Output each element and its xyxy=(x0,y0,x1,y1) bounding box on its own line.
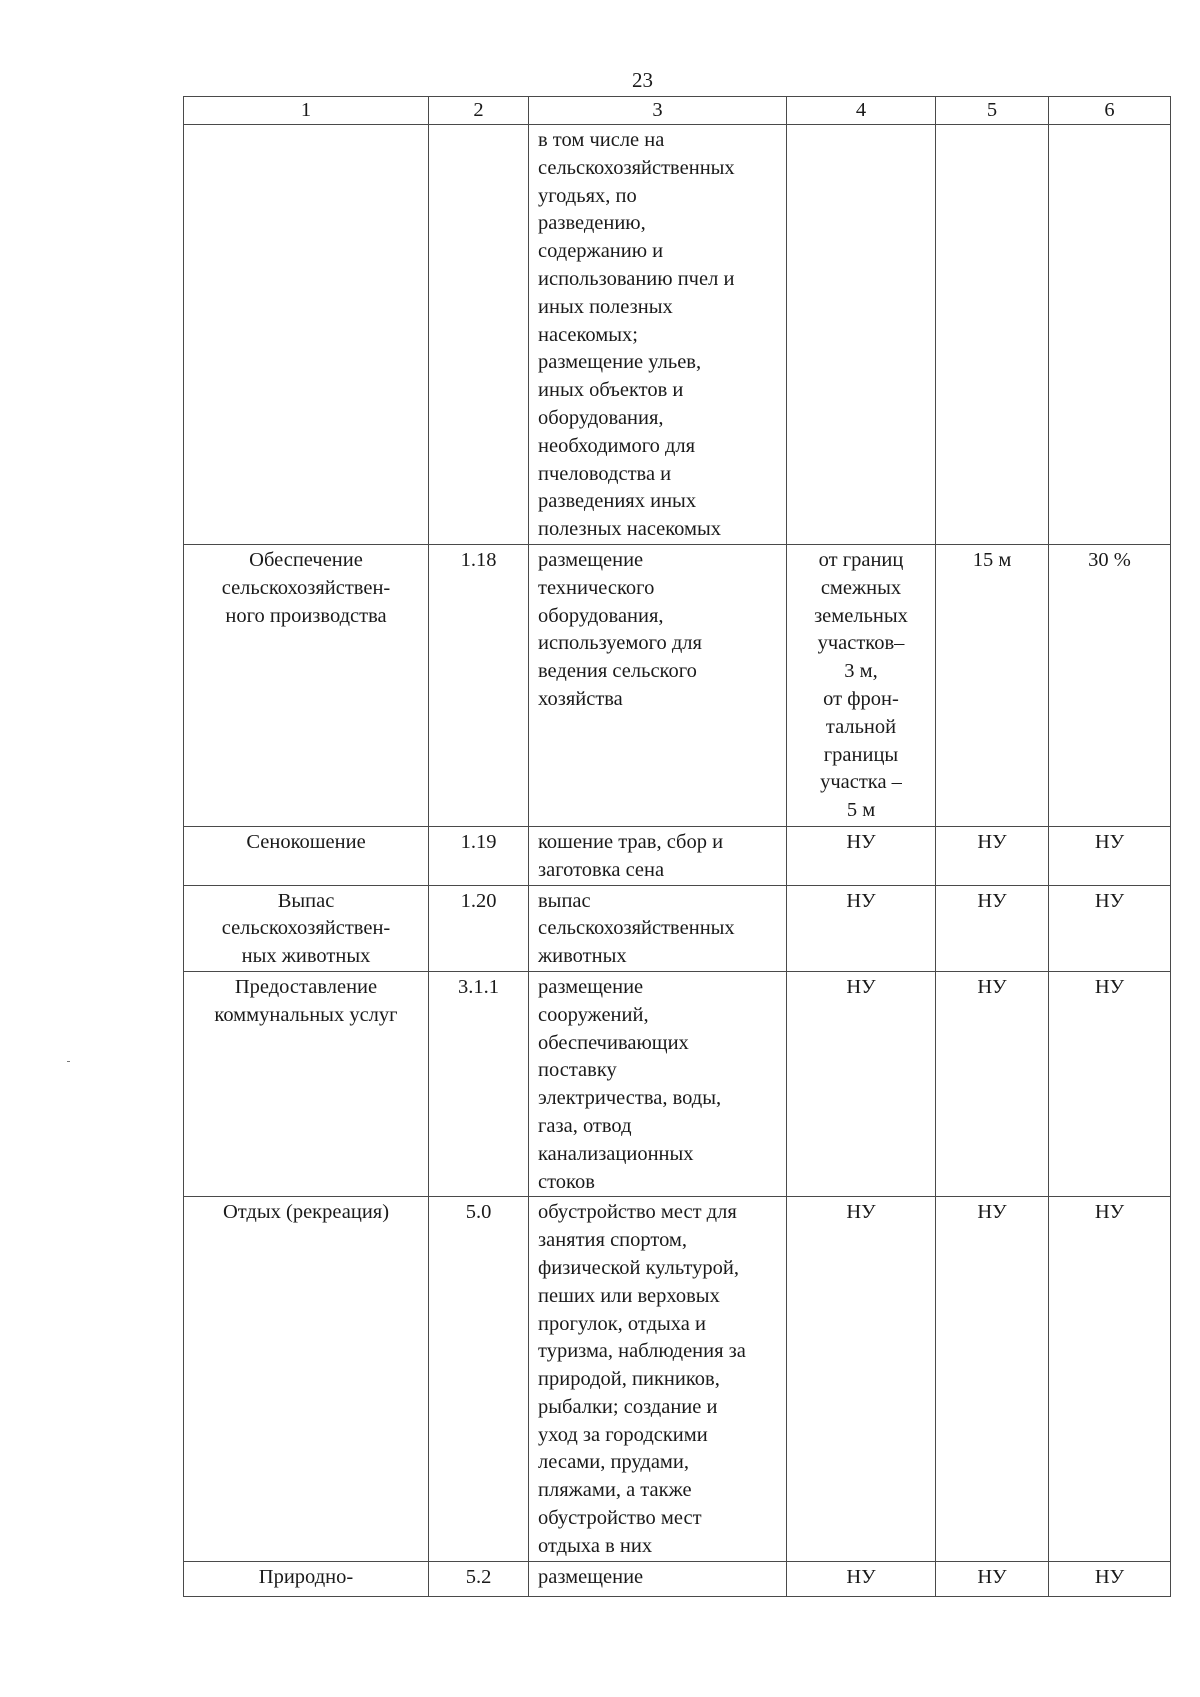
max-height-value: 15 м xyxy=(936,544,1049,826)
header-cell-3: 3 xyxy=(529,97,787,125)
header-cell-1: 1 xyxy=(184,97,429,125)
land-use-code: 1.20 xyxy=(429,885,529,971)
land-use-name: Выпас сельскохозяйствен- ных животных xyxy=(184,885,429,971)
land-use-code: 1.19 xyxy=(429,826,529,885)
table-header-row xyxy=(184,97,1171,125)
max-height-value: НУ xyxy=(936,1197,1049,1562)
max-coverage-value xyxy=(1049,125,1171,545)
header-cell-6: 6 xyxy=(1049,97,1171,125)
setback-value: НУ xyxy=(787,826,936,885)
setback-value: НУ xyxy=(787,885,936,971)
land-use-name xyxy=(184,125,429,545)
land-use-code: 1.18 xyxy=(429,544,529,826)
max-height-value: НУ xyxy=(936,971,1049,1196)
land-use-code: 5.2 xyxy=(429,1562,529,1597)
land-use-description: обустройство мест для занятия спортом, физической культурой, пеших или верховых прогулок, отдыха и туризма, наблюдения за природой, пикников, рыбалки; создание и уход за городскими лесами, прудами, пляжами, а также обустройство мест отдыха в них xyxy=(529,1197,787,1562)
max-height-value: НУ xyxy=(936,826,1049,885)
table-row xyxy=(184,544,1171,826)
land-use-description: в том числе на сельскохозяйственных угодьях, по разведению, содержанию и использованию пчел и иных полезных насекомых; размещение ульев, иных объектов и оборудования, необходимого для пчеловодства и разведениях иных полезных насекомых xyxy=(529,125,787,545)
max-coverage-value: НУ xyxy=(1049,1562,1171,1597)
land-use-name: Сенокошение xyxy=(184,826,429,885)
max-coverage-value: НУ xyxy=(1049,885,1171,971)
table-row xyxy=(184,125,1171,545)
table-row xyxy=(184,971,1171,1196)
land-use-code: 3.1.1 xyxy=(429,971,529,1196)
max-height-value: НУ xyxy=(936,885,1049,971)
table-row xyxy=(184,826,1171,885)
page-number: 23 xyxy=(632,68,653,92)
scan-speck xyxy=(67,1061,70,1062)
setback-value: НУ xyxy=(787,1562,936,1597)
land-use-description: кошение трав, сбор и заготовка сена xyxy=(529,826,787,885)
land-use-name: Природно- xyxy=(184,1562,429,1597)
setback-value: НУ xyxy=(787,971,936,1196)
land-use-code: 5.0 xyxy=(429,1197,529,1562)
land-use-description: размещение технического оборудования, используемого для ведения сельского хозяйства xyxy=(529,544,787,826)
setback-value: НУ xyxy=(787,1197,936,1562)
land-use-name: Предоставление коммунальных услуг xyxy=(184,971,429,1196)
land-use-code xyxy=(429,125,529,545)
max-coverage-value: НУ xyxy=(1049,971,1171,1196)
table-row xyxy=(184,885,1171,971)
header-cell-2: 2 xyxy=(429,97,529,125)
setback-value xyxy=(787,125,936,545)
max-coverage-value: НУ xyxy=(1049,1197,1171,1562)
max-coverage-value: 30 % xyxy=(1049,544,1171,826)
land-use-name: Отдых (рекреация) xyxy=(184,1197,429,1562)
max-height-value xyxy=(936,125,1049,545)
max-coverage-value: НУ xyxy=(1049,826,1171,885)
table-row xyxy=(184,1562,1171,1597)
land-use-description: размещение xyxy=(529,1562,787,1597)
land-use-description: размещение сооружений, обеспечивающих поставку электричества, воды, газа, отвод канализационных стоков xyxy=(529,971,787,1196)
max-height-value: НУ xyxy=(936,1562,1049,1597)
header-cell-5: 5 xyxy=(936,97,1049,125)
zoning-regulations-table xyxy=(183,96,1171,1597)
header-cell-4: 4 xyxy=(787,97,936,125)
land-use-name: Обеспечение сельскохозяйствен- ного производства xyxy=(184,544,429,826)
table-row xyxy=(184,1197,1171,1562)
land-use-description: выпас сельскохозяйственных животных xyxy=(529,885,787,971)
setback-value: от границ смежных земельных участков– 3 м, от фрон- тальной границы участка – 5 м xyxy=(787,544,936,826)
